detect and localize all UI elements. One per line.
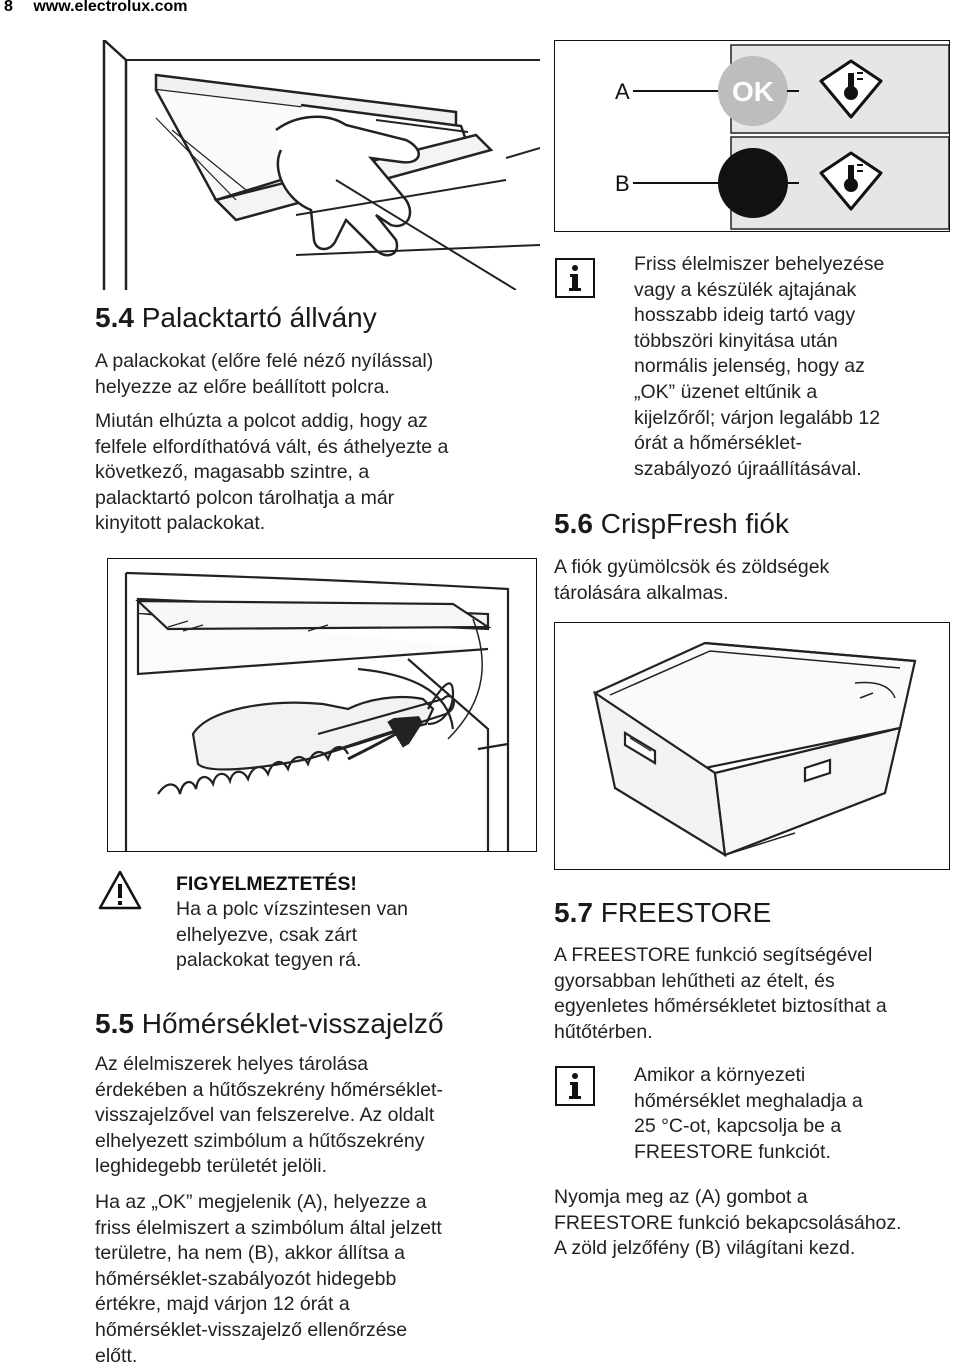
section-5-7-paragraph-1 — [554, 943, 887, 1045]
section-5-5-paragraph-2 — [95, 1190, 442, 1369]
info-note-2 — [634, 1063, 863, 1165]
text-line: előtt. — [95, 1344, 138, 1367]
section-5-4-paragraph-2 — [95, 409, 448, 537]
text-line: palackokat tegyen rá. — [176, 949, 362, 972]
section-title: Palacktartó állvány — [141, 302, 377, 333]
text-line: többszöri kinyitása után — [634, 329, 838, 352]
section-5-6-paragraph — [554, 555, 829, 606]
section-title: CrispFresh fiók — [600, 508, 789, 539]
crisper-drawer-illustration — [554, 622, 950, 870]
text-line: hőmérséklet-szabályozót hidegebb — [95, 1267, 397, 1290]
text-line: egyenletes hőmérsékletet biztosíthat a — [554, 995, 887, 1018]
text-line: vagy a készülék ajtajának — [634, 278, 857, 301]
section-title: FREESTORE — [600, 897, 772, 928]
section-5-4-heading — [95, 302, 377, 334]
text-line: órát a hőmérséklet- — [634, 432, 802, 455]
ok-text: OK — [732, 76, 774, 107]
info-icon — [555, 258, 595, 303]
warning-block — [176, 873, 408, 974]
section-title: Hőmérséklet-visszajelző — [141, 1008, 444, 1039]
temperature-indicator-figure — [554, 40, 950, 232]
shelf-pull-illustration — [96, 40, 540, 290]
row-a — [615, 45, 949, 133]
text-line: hőmérséklet meghaladja a — [634, 1089, 863, 1112]
text-line: A palackokat (előre felé néző nyílással) — [95, 350, 434, 372]
text-line: Miután elhúzta a polcot addig, hogy az — [95, 410, 428, 432]
text-line: hosszabb ideig tartó vagy — [634, 304, 856, 327]
blank-indicator — [718, 148, 788, 218]
info-note-1 — [634, 252, 884, 482]
section-number: 5.5 — [95, 1008, 134, 1039]
text-line: FREESTORE funkciót. — [634, 1140, 831, 1163]
section-number: 5.7 — [554, 897, 593, 928]
text-line: Friss élelmiszer behelyezése — [634, 253, 885, 275]
section-number: 5.6 — [554, 508, 593, 539]
text-line: felfele elfordíthatóvá vált, és áthelyezte a — [95, 435, 449, 458]
text-line: „OK” üzenet eltűnik a — [634, 380, 818, 403]
website-link[interactable]: www.electrolux.com — [33, 0, 188, 15]
section-number: 5.4 — [95, 302, 134, 333]
text-line: Nyomja meg az (A) gombot a — [554, 1186, 808, 1208]
page-header — [4, 0, 187, 16]
text-line: 25 °C-ot, kapcsolja be a — [634, 1115, 842, 1138]
text-line: A zöld jelzőfény (B) világítani kezd. — [554, 1237, 856, 1260]
text-line: kijelzőről; várjon legalább 12 — [634, 406, 881, 429]
text-line: Amikor a környezeti — [634, 1064, 806, 1086]
section-5-7-paragraph-2 — [554, 1185, 902, 1262]
text-line: elhelyezve, csak zárt — [176, 923, 357, 946]
text-line: FREESTORE funkció bekapcsolásához. — [554, 1211, 902, 1234]
warning-title: FIGYELMEZTETÉS! — [176, 873, 357, 895]
text-line: Ha a polc vízszintesen van — [176, 898, 408, 920]
text-line: A fiók gyümölcsök és zöldségek — [554, 556, 830, 578]
text-line: normális jelenség, hogy az — [634, 355, 865, 378]
page-number: 8 — [4, 0, 13, 15]
text-line: gyorsabban lehűtheti az ételt, és — [554, 969, 835, 992]
text-line: visszajelzővel van felszerelve. Az oldalt — [95, 1104, 435, 1127]
text-line: helyezze az előre beállított polcra. — [95, 375, 390, 398]
warning-text — [176, 897, 408, 974]
text-line: hőmérséklet-visszajelző ellenőrzése — [95, 1318, 408, 1341]
text-line: érdekében a hűtőszekrény hőmérséklet- — [95, 1078, 443, 1101]
text-line: következő, magasabb szintre, a — [95, 461, 370, 484]
text-line: leghidegebb területét jelöli. — [95, 1155, 328, 1178]
text-line: Ha az „OK” megjelenik (A), helyezze a — [95, 1191, 427, 1213]
section-5-7-heading — [554, 897, 771, 929]
section-5-5-paragraph-1 — [95, 1052, 443, 1180]
bottle-rack-illustration — [107, 558, 537, 852]
text-line: palacktartó polcon tárolhatja a már — [95, 486, 395, 509]
text-line: szabályozó újraállításával. — [634, 457, 862, 480]
text-line: friss élelmiszert a szimbólum által jelzett — [95, 1216, 442, 1239]
section-5-5-heading — [95, 1008, 444, 1040]
text-line: Az élelmiszerek helyes tárolása — [95, 1053, 369, 1075]
text-line: tárolására alkalmas. — [554, 581, 729, 604]
text-line: A FREESTORE funkció segítségével — [554, 944, 873, 966]
text-line: hűtőtérben. — [554, 1020, 653, 1043]
row-b — [615, 137, 949, 229]
section-5-6-heading — [554, 508, 789, 540]
text-line: értékre, majd várjon 12 órát a — [95, 1293, 350, 1316]
text-line: elhelyezett szimbólum a hűtőszekrény — [95, 1129, 425, 1152]
section-5-4-paragraph-1 — [95, 349, 433, 400]
label-b: B — [615, 171, 630, 196]
label-a: A — [615, 79, 630, 104]
text-line: kinyitott palackokat. — [95, 512, 266, 535]
text-line: területre, ha nem (B), akkor állítsa a — [95, 1242, 405, 1265]
warning-icon — [98, 870, 142, 915]
info-icon — [555, 1066, 595, 1111]
